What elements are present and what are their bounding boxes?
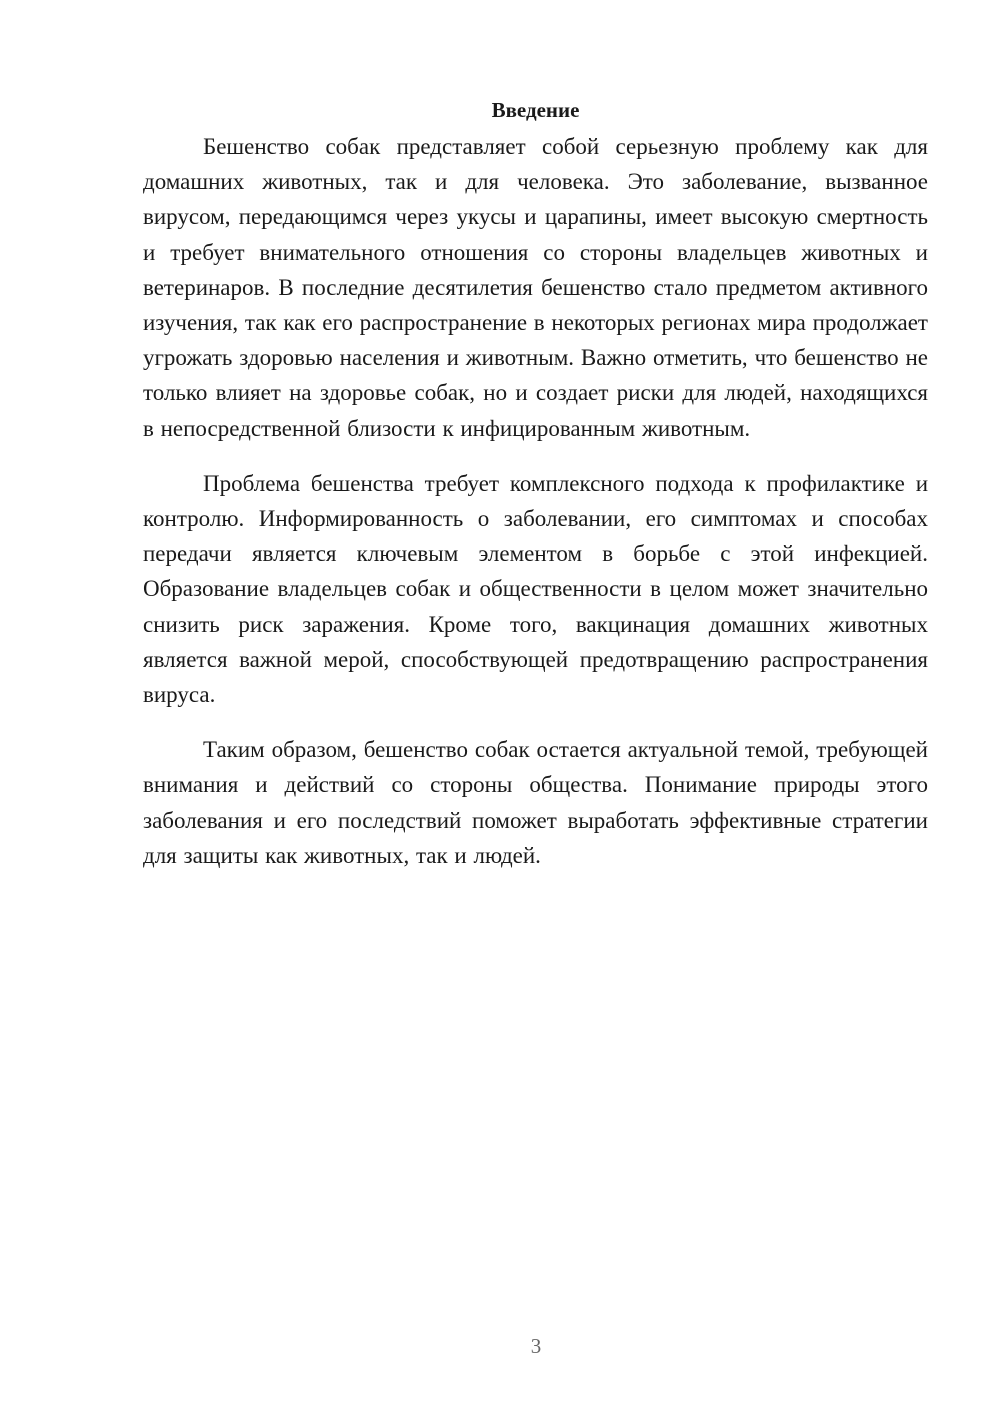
- page-number: 3: [530, 1334, 542, 1358]
- paragraph-3: Таким образом, бешенство собак остается актуальной темой, требующей внимания и действий со стороны общества. Понимание природы этого заболевания и его последствий поможет выработать эффективные стратегии для защиты как животных, так и людей.: [143, 737, 928, 868]
- paragraph-1: Бешенство собак представляет собой серьезную проблему как для домашних животных, так и для человека. Это заболевание, вызванное вирусом, передающимся через укусы и царапины, имеет высокую смертность и требует внимательного отношения со стороны владельцев животных и ветеринаров. В последние десятилетия бешенство стало предметом активного изучения, так как его распространение в некоторых регионах мира продолжает угрожать здоровью населения и животным. Важно отметить, что бешенство не только влияет на здоровье собак, но и создает риски для людей, находящихся в непосредственной близости к инфицированным животным.: [143, 134, 928, 441]
- section-title: Введение: [491, 98, 580, 122]
- page-content: [143, 95, 928, 893]
- paragraph-2: Проблема бешенства требует комплексного подхода к профилактике и контролю. Информированность о заболевании, его симптомах и способах передачи является ключевым элементом в борьбе с этой инфекцией. Образование владельцев собак и общественности в целом может значительно снизить риск заражения. Кроме того, вакцинация домашних животных является важной мерой, способствующей предотвращению распространения вируса.: [143, 470, 928, 708]
